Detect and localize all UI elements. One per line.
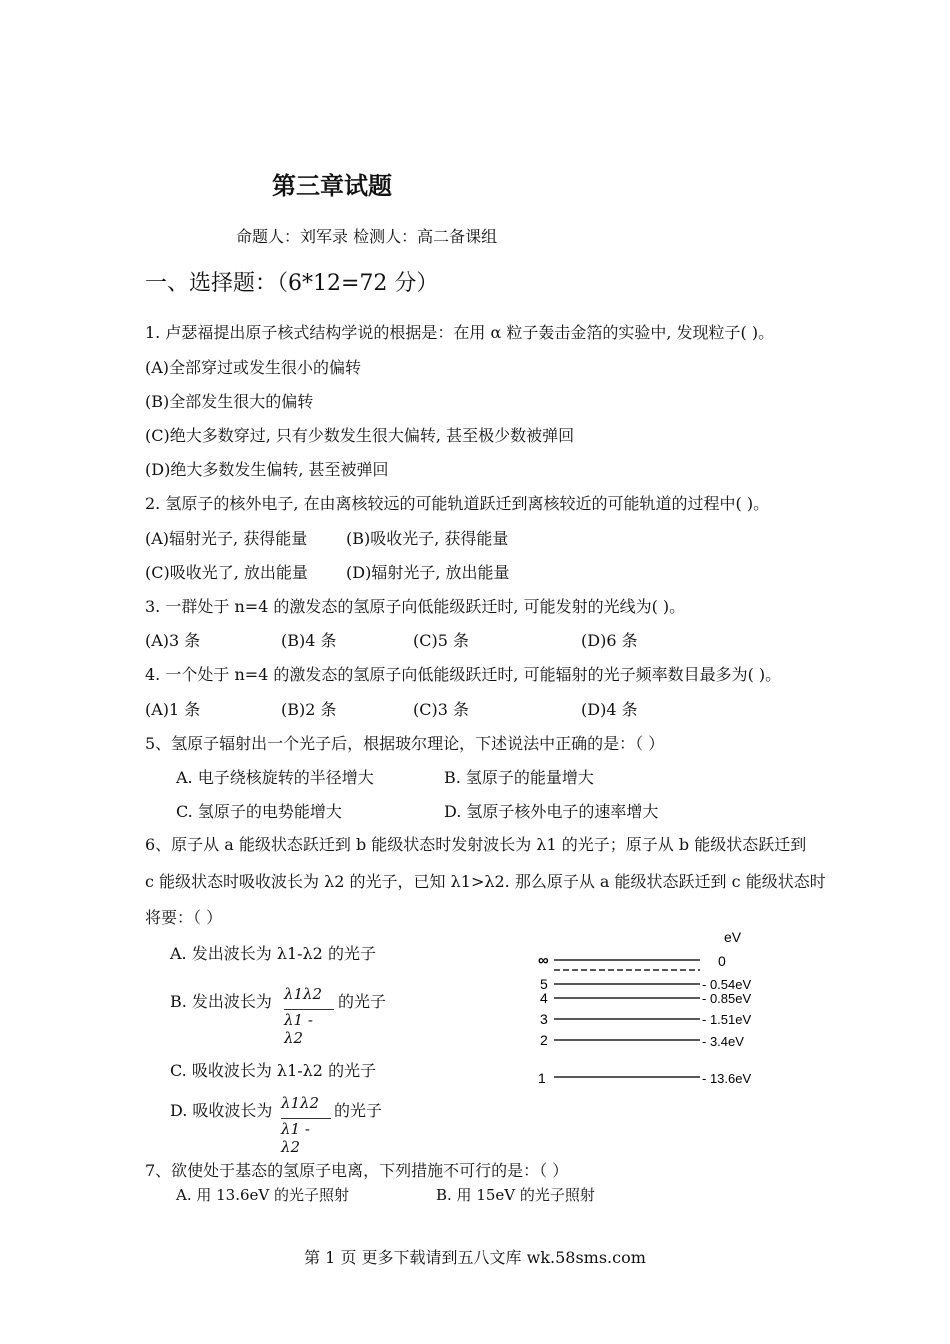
energy-level-diagram — [530, 926, 770, 1096]
q6-option-d-prefix: D. 吸收波长为 — [170, 1101, 273, 1120]
q5-option-d: D. 氢原子核外电子的速率增大 — [444, 802, 659, 821]
level-energy-2: - 3.4eV — [702, 1034, 744, 1049]
section-heading: 一、选择题：（6*12=72 分） — [145, 271, 439, 296]
q4-option-c: (C)3 条 — [413, 700, 469, 719]
q5-stem: 5、氢原子辐射出一个光子后，根据玻尔理论，下述说法中正确的是：（ ） — [145, 734, 665, 753]
page-footer: 第 1 页 更多下载请到五八文库 wk.58sms.com — [304, 1248, 646, 1267]
q6-option-b-suffix: 的光子 — [338, 992, 387, 1011]
level-energy-3: - 1.51eV — [702, 1012, 752, 1027]
q4-option-a: (A)1 条 — [145, 700, 201, 719]
q6-option-d-fraction — [281, 1094, 333, 1156]
q4-option-b: (B)2 条 — [281, 700, 337, 719]
q6-option-d-suffix: 的光子 — [334, 1101, 383, 1120]
level-n-4: 4 — [540, 990, 548, 1006]
q1-option-d: (D)绝大多数发生偏转, 甚至被弹回 — [145, 460, 389, 479]
q2-stem: 2. 氢原子的核外电子, 在由离核较远的可能轨道跃迁到离核较近的可能轨道的过程中( )。 — [145, 494, 770, 513]
q3-option-d: (D)6 条 — [581, 631, 638, 650]
q5-option-b: B. 氢原子的能量增大 — [444, 768, 594, 787]
level-energy-5: - 0.54eV — [702, 977, 752, 992]
q6-stem-line3: 将要：（ ） — [145, 908, 223, 927]
q5-option-a: A. 电子绕核旋转的半径增大 — [176, 768, 374, 787]
q3-option-c: (C)5 条 — [413, 631, 469, 650]
level-energy-4: - 0.85eV — [702, 991, 752, 1006]
fraction-bar — [284, 1009, 334, 1010]
page-title: 第三章试题 — [272, 171, 392, 200]
q6-stem-line2: c 能级状态时吸收波长为 λ2 的光子，已知 λ1>λ2. 那么原子从 a 能级状态跃迁到 c 能级状态时 — [145, 872, 826, 891]
level-energy-1: - 13.6eV — [702, 1071, 752, 1086]
q7-option-a: A. 用 13.6eV 的光子照射 — [176, 1186, 350, 1204]
fraction-denominator: λ1 - λ2 — [284, 1011, 313, 1047]
fraction-bar — [281, 1118, 331, 1119]
q6-option-c: C. 吸收波长为 λ1-λ2 的光子 — [170, 1061, 377, 1080]
q4-option-d: (D)4 条 — [581, 700, 638, 719]
q3-option-b: (B)4 条 — [281, 631, 337, 650]
level-n-infinity: ∞ — [538, 952, 549, 969]
q4-stem: 4. 一个处于 n=4 的激发态的氢原子向低能级跃迁时, 可能辐射的光子频率数目最多为( )。 — [145, 665, 782, 684]
q2-option-d: (D)辐射光子, 放出能量 — [346, 563, 510, 582]
q7-option-b: B. 用 15eV 的光子照射 — [436, 1186, 595, 1204]
q3-stem: 3. 一群处于 n=4 的激发态的氢原子向低能级跃迁时, 可能发射的光线为( )。 — [145, 597, 686, 616]
q1-option-b: (B)全部发生很大的偏转 — [145, 392, 314, 411]
q6-option-b-prefix: B. 发出波长为 — [170, 992, 272, 1011]
fraction-numerator: λ1λ2 — [281, 1094, 320, 1112]
level-n-3: 3 — [540, 1011, 548, 1027]
level-n-2: 2 — [540, 1032, 548, 1048]
q3-option-a: (A)3 条 — [145, 631, 201, 650]
q1-option-a: (A)全部穿过或发生很小的偏转 — [145, 358, 362, 377]
q6-option-b-fraction — [284, 985, 336, 1047]
level-n-5: 5 — [540, 976, 548, 992]
q6-option-a: A. 发出波长为 λ1-λ2 的光子 — [170, 944, 376, 963]
q2-option-a: (A)辐射光子, 获得能量 — [145, 529, 308, 548]
q5-option-c: C. 氢原子的电势能增大 — [176, 802, 342, 821]
fraction-denominator: λ1 - λ2 — [281, 1120, 310, 1156]
q2-option-b: (B)吸收光子, 获得能量 — [346, 529, 509, 548]
q2-option-c: (C)吸收光了, 放出能量 — [145, 563, 308, 582]
level-n-1: 1 — [538, 1070, 546, 1086]
q6-stem-line1: 6、原子从 a 能级状态跃迁到 b 能级状态时发射波长为 λ1 的光子；原子从 b 能级状态跃迁到 — [145, 835, 807, 854]
energy-unit-label: eV — [724, 929, 742, 945]
q1-stem: 1. 卢瑟福提出原子核式结构学说的根据是：在用 α 粒子轰击金箔的实验中, 发现粒子( )。 — [145, 323, 775, 342]
level-energy-infinity: 0 — [718, 953, 726, 969]
q7-stem: 7、欲使处于基态的氢原子电离，下列措施不可行的是：（ ） — [145, 1161, 569, 1180]
q1-option-c: (C)绝大多数穿过, 只有少数发生很大偏转, 甚至极少数被弹回 — [145, 426, 575, 445]
authors-line: 命题人：刘军录 检测人：高二备课组 — [236, 227, 498, 246]
fraction-numerator: λ1λ2 — [284, 985, 323, 1003]
